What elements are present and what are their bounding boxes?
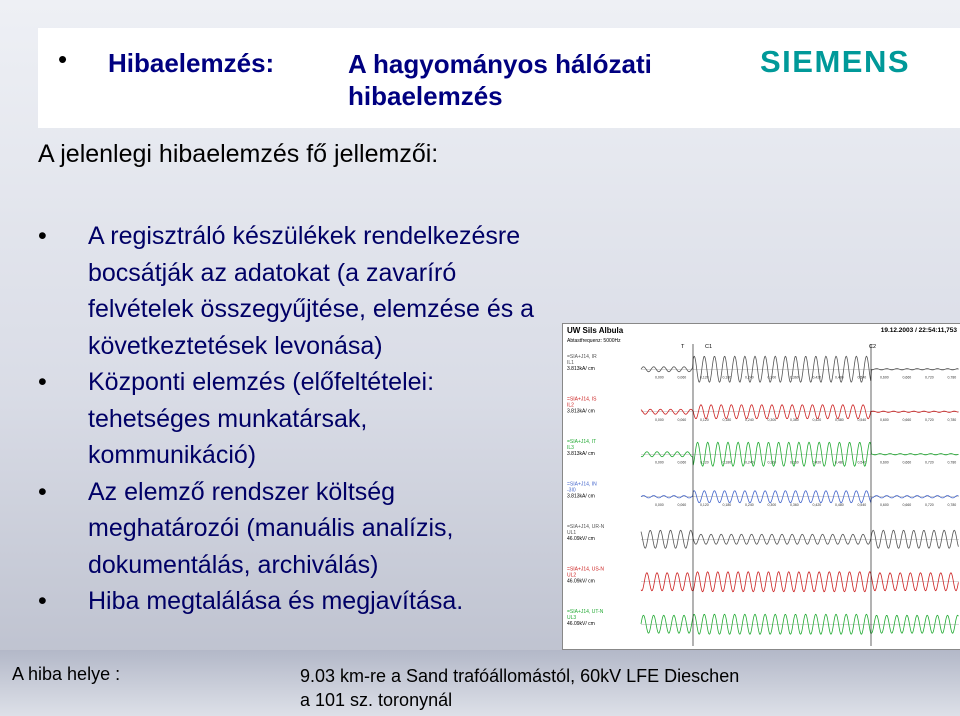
channel-name: =SIA+J14, US-N — [567, 566, 604, 573]
time-tick-label: 0,360 — [790, 417, 799, 422]
time-tick-label: 0,720 — [925, 375, 934, 380]
bullet-line: felvételek összegyűjtése, elemzése és a — [88, 295, 535, 323]
siemens-logo: SIEMENS — [760, 44, 911, 79]
time-tick-label: 0,120 — [700, 417, 709, 422]
time-tick-label: 0,300 — [767, 375, 777, 380]
recording-timestamp: 19.12.2003 / 22:54:11,753 — [880, 327, 957, 334]
fault-recorder-image — [562, 323, 960, 650]
channel-name: =SIA+J14, IT — [567, 439, 597, 445]
channel-name: =SIA+J14, UT-N — [567, 609, 604, 615]
bullet-dot: • — [38, 368, 47, 396]
fault-location-label: A hiba helye : — [12, 664, 121, 684]
channel-name: =SIA+J14, IN — [567, 481, 597, 488]
bullet-line: következtetések levonása) — [88, 331, 383, 360]
time-tick-label: 0,540 — [857, 460, 867, 465]
time-tick-label: 0,480 — [835, 502, 844, 507]
time-tick-label: 0,060 — [677, 502, 687, 507]
time-tick-label: 0,180 — [722, 502, 732, 507]
bullet-line: tehetséges munkatársak, — [88, 404, 368, 433]
bullet-line: dokumentálás, archiválás) — [88, 550, 379, 579]
bullet-dot: • — [38, 222, 47, 250]
bullet-line: kommunikáció) — [88, 441, 257, 469]
channel-sub: IL2 — [567, 402, 574, 409]
channel-scale: 46.09kV/ cm — [567, 621, 595, 627]
time-tick-label: 0,180 — [722, 417, 732, 422]
time-tick-label: 0,480 — [835, 375, 844, 380]
bullet-line: Központi elemzés (előfeltételei: — [88, 368, 435, 396]
time-tick-label: 0,540 — [857, 502, 867, 507]
channel-waveform — [641, 405, 958, 419]
title-label: Hibaelemzés: — [108, 48, 275, 78]
channel-scale: 3.813kA/ cm — [567, 366, 595, 372]
bullet-item — [38, 218, 534, 364]
time-tick-label: 0,000 — [655, 417, 664, 422]
channel-layer — [567, 344, 959, 646]
time-tick-label: 0,540 — [857, 375, 867, 380]
time-tick-label: 0,780 — [947, 417, 957, 422]
bullet-list — [38, 218, 534, 620]
time-tick-label: 0,360 — [790, 375, 799, 380]
waveform-plot — [563, 324, 960, 649]
bullet-dot: • — [38, 477, 47, 506]
bullet-line: Az elemző rendszer költség — [88, 477, 396, 506]
time-tick-label: 0,300 — [767, 460, 777, 465]
time-tick-label: 0,780 — [947, 375, 957, 380]
time-tick-label: 0,600 — [880, 375, 889, 380]
time-tick-label: 0,240 — [745, 502, 754, 507]
channel-sub: IL3 — [567, 445, 574, 451]
cursor-label: T — [681, 344, 685, 350]
time-tick-label: 0,420 — [812, 502, 822, 507]
time-tick-label: 0,600 — [880, 460, 889, 465]
time-tick-label: 0,240 — [745, 375, 754, 380]
time-tick-label: 0,120 — [700, 375, 709, 380]
cursor-label: C2 — [869, 344, 877, 350]
fault-location-line-2: a 101 sz. toronynál — [300, 690, 453, 710]
time-tick-label: 0,180 — [722, 460, 732, 465]
channel-scale: 3.813kA/ cm — [567, 451, 595, 457]
time-tick-label: 0,060 — [677, 460, 687, 465]
title-line-1: A hagyományos hálózati — [348, 49, 652, 79]
title-line-2: hibaelemzés — [348, 81, 503, 111]
header-bullet: • — [58, 44, 68, 74]
bullet-line: Hiba megtalálása és megjavítása. — [88, 587, 464, 615]
cursor-label: C1 — [705, 344, 713, 350]
time-tick-label: 0,660 — [902, 417, 912, 422]
bullet-line: meghatározói (manuális analízis, — [88, 514, 454, 542]
time-tick-label: 0,720 — [925, 460, 934, 465]
time-tick-label: 0,420 — [812, 460, 822, 465]
time-tick-label: 0,300 — [767, 502, 777, 507]
channel-sub: UL1 — [567, 530, 577, 536]
bullet-item — [38, 583, 534, 620]
channel-sub: UL2 — [567, 572, 577, 579]
time-tick-label: 0,240 — [745, 460, 754, 465]
time-tick-label: 0,360 — [790, 460, 799, 465]
channel-sub: UL3 — [567, 615, 577, 621]
time-tick-label: 0,000 — [655, 502, 664, 507]
channel-scale: 3.813kA/ cm — [567, 408, 595, 415]
time-tick-label: 0,060 — [677, 375, 687, 380]
time-tick-label: 0,120 — [700, 460, 709, 465]
time-tick-label: 0,420 — [812, 375, 822, 380]
time-tick-label: 0,600 — [880, 417, 889, 422]
channel-name: =SIA+J14, IR — [567, 354, 597, 360]
time-tick-label: 0,240 — [745, 417, 754, 422]
time-tick-label: 0,360 — [790, 502, 799, 507]
time-tick-label: 0,780 — [947, 502, 957, 507]
time-tick-label: 0,180 — [722, 375, 732, 380]
slide-title — [348, 48, 652, 112]
time-tick-label: 0,300 — [767, 417, 777, 422]
time-tick-label: 0,600 — [880, 502, 889, 507]
time-tick-label: 0,780 — [947, 460, 957, 465]
station-name: UW Sils Albula — [567, 326, 624, 335]
time-tick-label: 0,060 — [677, 417, 687, 422]
channel-sub: -3I0 — [567, 487, 576, 494]
channel-name: =SIA+J14, IS — [567, 396, 597, 403]
time-tick-label: 0,660 — [902, 460, 912, 465]
time-tick-label: 0,480 — [835, 460, 844, 465]
bullet-line: A regisztráló készülékek rendelkezésre — [88, 222, 521, 250]
channel-name: =SIA+J14, UR-N — [567, 524, 605, 530]
time-tick-label: 0,660 — [902, 502, 912, 507]
channel-scale: 3.813kA/ cm — [567, 493, 595, 500]
channel-scale: 46.09kV/ cm — [567, 578, 595, 585]
time-tick-label: 0,000 — [655, 460, 664, 465]
time-tick-label: 0,660 — [902, 375, 912, 380]
channel-sub: IL1 — [567, 360, 574, 366]
bullet-item — [38, 474, 534, 584]
channel-scale: 46.09kV/ cm — [567, 536, 595, 542]
bullet-item — [38, 364, 534, 474]
time-tick-label: 0,540 — [857, 417, 867, 422]
time-tick-label: 0,720 — [925, 417, 934, 422]
bullet-line: bocsátják az adatokat (a zavaríró — [88, 258, 457, 287]
time-tick-label: 0,480 — [835, 417, 844, 422]
fault-location-line-1: 9.03 km-re a Sand trafóállomástól, 60kV LFE Dieschen — [300, 666, 740, 686]
time-tick-label: 0,420 — [812, 417, 822, 422]
time-tick-label: 0,120 — [700, 502, 709, 507]
time-tick-label: 0,000 — [655, 375, 664, 380]
subheading: A jelenlegi hibaelemzés fő jellemzői: — [38, 140, 439, 168]
fault-location-text — [300, 664, 739, 712]
bullet-dot: • — [38, 587, 47, 615]
time-tick-label: 0,720 — [925, 502, 934, 507]
sampling-rate: Abtastfrequenz: 5000Hz — [567, 338, 621, 344]
